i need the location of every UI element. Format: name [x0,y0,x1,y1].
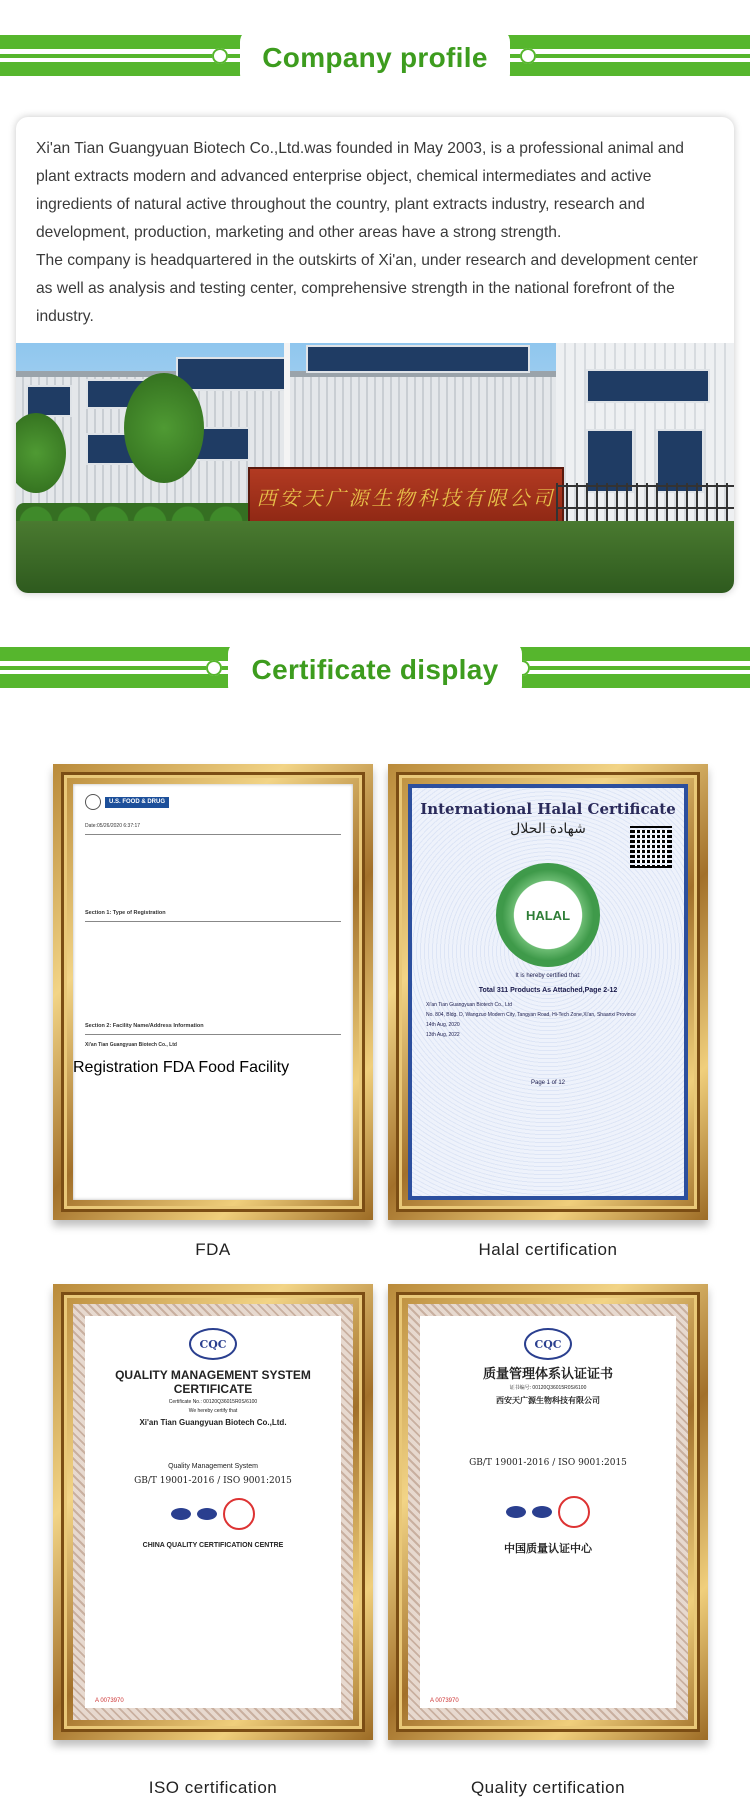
iso-standard: GB/T 19001-2016 / ISO 9001:2015 [134,1476,292,1486]
halal-arabic-title: شهادة الحلال [510,820,586,836]
fda-certificate-frame [53,764,373,1220]
certificate-caption: FDA [195,1240,231,1259]
quality-company: 西安天广源生物科技有限公司 [496,1396,600,1405]
cqc-logo-text: CQC [534,1337,562,1351]
profile-paragraph: The company is headquartered in the outskirts of Xi'an, under research and development center as well as analysis and testing center, comprehensive strength in the national forefront of the industry. [36,252,698,325]
halal-products: Total 311 Products As Attached,Page 2-12 [478,987,618,994]
cqc-logo-icon [524,1328,572,1360]
cqc-logo-text: CQC [199,1337,227,1351]
divider [85,921,341,922]
cnas-logo-icon [532,1506,552,1518]
quality-serial: A 0073970 [430,1698,459,1704]
halal-details [412,994,684,1040]
section-title: Certificate display [251,654,499,685]
quality-certificate-frame [388,1284,708,1740]
fda-date: Date:05/26/2020 6:37:17 [85,823,141,829]
company-profile-text [16,117,734,331]
certificate-caption: Quality certification [470,1778,626,1797]
halal-seal-text: HALAL [525,907,571,923]
divider [85,834,341,835]
window [176,357,290,391]
iso-serial: A 0073970 [95,1698,124,1704]
factory-photo [16,343,734,593]
fda-section-heading: Section 2: Facility Name/Address Information [85,1023,204,1029]
banner-dot-icon [212,48,228,64]
window [306,345,530,373]
window [586,369,710,403]
fda-certificate [73,784,353,1200]
section-title: Company profile [262,42,488,73]
iso-company: Xi'an Tian Guangyuan Biotech Co.,Ltd. [139,1418,287,1427]
fda-logo [85,794,341,810]
official-stamp-icon [223,1498,255,1530]
certificate-caption: Halal certification [478,1240,618,1259]
fda-badge: U.S. FOOD & DRUG [105,797,169,808]
iso-certificate [73,1304,353,1720]
halal-seal-icon [496,863,600,967]
quality-certificate [408,1304,688,1720]
halal-page-number: Page 1 of 12 [530,1080,566,1086]
iso-cert-number: Certificate No.: 00120Q36015R0S/6100 [168,1399,258,1405]
fda-facility-name: Xi'an Tian Guangyuan Biotech Co., Ltd [85,1042,177,1048]
iso-certificate-frame [53,1284,373,1740]
iso-body-text [85,1427,341,1461]
official-stamp-icon [558,1496,590,1528]
iso-certify-text: We hereby certify that [188,1408,238,1414]
profile-paragraph: Xi'an Tian Guangyuan Biotech Co.,Ltd.was founded in May 2003, is a professional animal and plant extracts modern and advanced enterprise object, chemical intermediates and active ingredients of natural active throughout the country, plant extracts industry, research and development, production, marketing and other areas have a strong strength. [36,140,684,241]
photo-ground [16,521,734,593]
company-profile-banner [0,28,750,88]
accreditation-logos [85,1498,341,1530]
sign-text: 西安天广源生物科技有限公司 [256,485,556,510]
quality-title: 质量管理体系认证证书 [482,1367,613,1382]
iso-system: Quality Management System [168,1463,258,1470]
iaf-logo-icon [171,1508,191,1520]
cqc-logo-icon [189,1328,237,1360]
tree [124,373,204,483]
accreditation-logos [420,1496,676,1528]
quality-cert-number: 证书编号: 00120Q36015R0S/6100 [509,1385,587,1391]
divider [85,1034,341,1035]
fda-field-block [85,839,341,909]
certificate-caption: ISO certification [148,1778,278,1797]
quality-issuer: 中国质量认证中心 [504,1543,592,1555]
quality-body-text [420,1406,676,1452]
fda-watermark: Registration FDA Food Facility [73,1059,290,1076]
banner-title-pill [228,640,522,700]
iso-title: QUALITY MANAGEMENT SYSTEM CERTIFICATE [115,1368,311,1396]
quality-standard: GB/T 19001-2016 / ISO 9001:2015 [469,1458,627,1468]
cnas-logo-icon [197,1508,217,1520]
halal-certified-text: It is hereby certified that: [515,973,581,979]
banner-title-pill [240,28,510,88]
company-name-sign [248,467,564,525]
iso-issuer: CHINA QUALITY CERTIFICATION CENTRE [142,1542,284,1549]
halal-address: No. 804, Bldg. D, Wangzuo Modern City, Tangyan Road, Hi-Tech Zone,Xi'an, Shaanxi Province [426,1012,636,1018]
banner-dot-icon [206,660,222,676]
certificate-display-banner [0,640,750,700]
halal-issued-date: 14th Aug, 2020 [426,1022,460,1028]
iaf-logo-icon [506,1506,526,1518]
halal-company: Xi'an Tian Guangyuan Biotech Co., Ltd [426,1002,513,1008]
banner-dot-icon [520,48,536,64]
halal-title: International Halal Certificate [420,800,676,818]
company-profile-card [16,117,734,593]
qr-code-icon [630,826,672,868]
halal-certificate-frame [388,764,708,1220]
fda-field-block [85,926,341,1022]
hhs-seal-icon [85,794,101,810]
halal-certificate [408,784,688,1200]
fda-section-heading: Section 1: Type of Registration [85,910,166,916]
halal-valid-date: 13th Aug, 2022 [426,1032,460,1038]
